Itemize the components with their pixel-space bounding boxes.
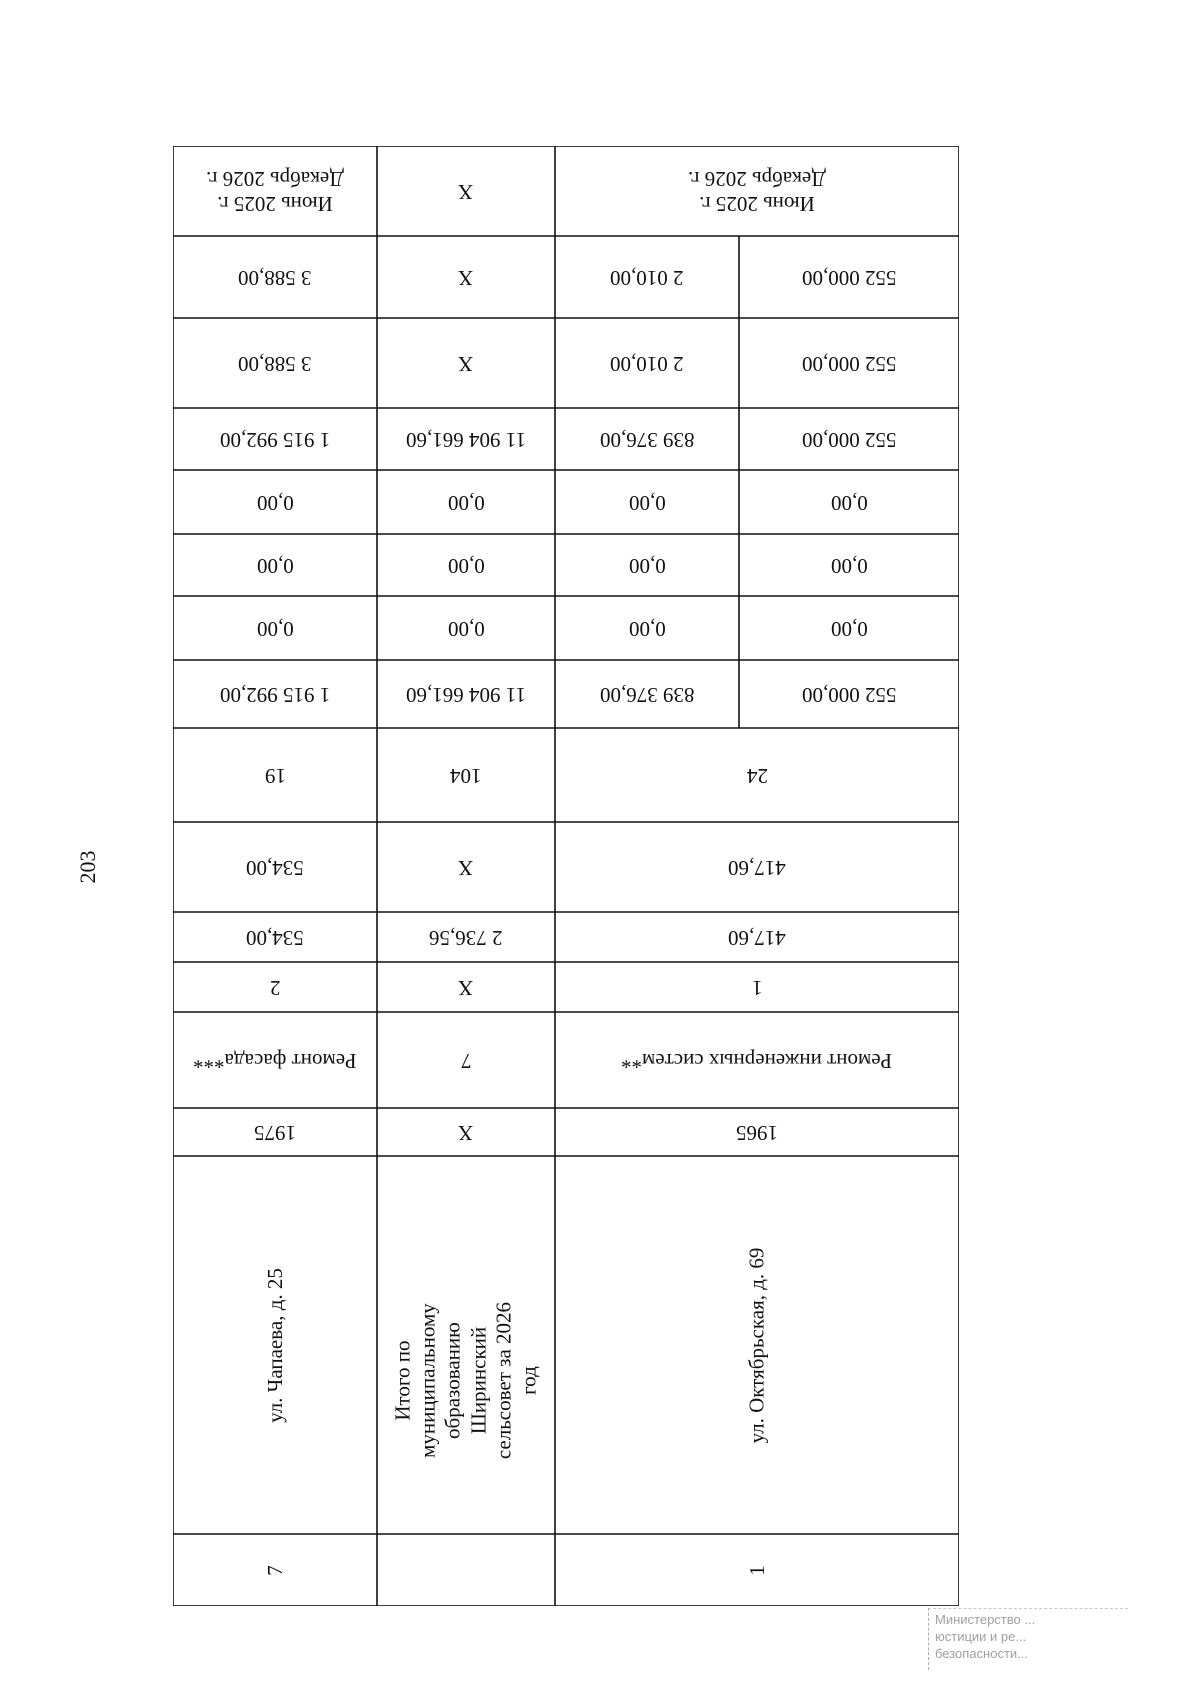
cell-f2-r3a: 0,00 bbox=[628, 553, 666, 578]
cell-unit2-r2: X bbox=[458, 351, 474, 376]
cell-c9-r3: 24 bbox=[746, 763, 768, 788]
cell-period-r2: X bbox=[458, 179, 474, 204]
cell-f3-r3a: 0,00 bbox=[628, 490, 666, 515]
cell-c7-r3: 417,60 bbox=[728, 925, 786, 950]
cell-total-r3b: 552 000,00 bbox=[801, 682, 897, 707]
cell-address-r2: Итого по муниципальному образованию Ширинский сельсовет за 2026 год bbox=[390, 1302, 541, 1460]
cell-year-r1: 1975 bbox=[254, 1120, 296, 1145]
stamp-line-2: юстиции и ре... bbox=[935, 1629, 1027, 1644]
cell-c5-r3: Ремонт инженерных систем** bbox=[621, 1048, 893, 1073]
cell-year-r3: 1965 bbox=[736, 1120, 778, 1145]
cell-c7-r2: 2 736,56 bbox=[429, 925, 503, 950]
cell-c5-r1: Ремонт фасада*** bbox=[193, 1048, 357, 1073]
stamp-line-1: Министерство ... bbox=[935, 1612, 1036, 1627]
cell-f1-r1: 0,00 bbox=[256, 616, 294, 641]
cell-unit2-r1: 3 588,00 bbox=[238, 351, 312, 376]
cell-unit1-r2: X bbox=[458, 265, 474, 290]
cell-f2-r1: 0,00 bbox=[256, 553, 294, 578]
cell-unit1-r1: 3 588,00 bbox=[238, 265, 312, 290]
cell-unit1-r3b: 552 000,00 bbox=[801, 265, 897, 290]
cell-own-r1: 1 915 992,00 bbox=[219, 427, 331, 452]
cell-c6-r2: X bbox=[458, 975, 474, 1000]
cell-c6-r1: 2 bbox=[269, 975, 281, 1000]
cell-f1-r3a: 0,00 bbox=[628, 616, 666, 641]
stamp-line-3: безопасности... bbox=[935, 1646, 1029, 1661]
cell-c9-r1: 19 bbox=[264, 763, 286, 788]
cell-unit1-r3a: 2 010,00 bbox=[610, 265, 684, 290]
register-table bbox=[173, 146, 959, 1606]
cell-f3-r2: 0,00 bbox=[447, 490, 485, 515]
cell-f2-r2: 0,00 bbox=[447, 553, 485, 578]
cell-c8-r2: X bbox=[458, 855, 474, 880]
cell-own-r2: 11 904 661,60 bbox=[406, 427, 526, 452]
cell-c6-r3: 1 bbox=[751, 975, 763, 1000]
registration-stamp bbox=[928, 1608, 1128, 1670]
cell-f3-r3b: 0,00 bbox=[830, 490, 868, 515]
cell-total-r3a: 839 376,00 bbox=[599, 682, 695, 707]
cell-c7-r1: 534,00 bbox=[246, 925, 304, 950]
cell-address-r1: ул. Чапаева, д. 25 bbox=[262, 1267, 287, 1423]
cell-c9-r2: 104 bbox=[450, 763, 482, 788]
cell-index-r1: 7 bbox=[262, 1564, 287, 1576]
cell-c8-r3: 417,60 bbox=[728, 855, 786, 880]
cell-own-r3a: 839 376,00 bbox=[599, 427, 695, 452]
cell-c5-r2: 7 bbox=[460, 1048, 472, 1073]
cell-f3-r1: 0,00 bbox=[256, 490, 294, 515]
cell-total-r1: 1 915 992,00 bbox=[219, 682, 331, 707]
cell-own-r3b: 552 000,00 bbox=[801, 427, 897, 452]
cell-year-r2: X bbox=[458, 1120, 474, 1145]
cell-address-r3: ул. Октябрьская, д. 69 bbox=[744, 1247, 769, 1443]
cell-total-r2: 11 904 661,60 bbox=[406, 682, 526, 707]
cell-unit2-r3a: 2 010,00 bbox=[610, 351, 684, 376]
page-number: 203 bbox=[75, 850, 100, 884]
cell-period-r1: Июнь 2025 г. Декабрь 2026 г. bbox=[206, 167, 344, 216]
cell-c8-r1: 534,00 bbox=[246, 855, 304, 880]
cell-f1-r2: 0,00 bbox=[447, 616, 485, 641]
cell-index-r3: 1 bbox=[744, 1564, 769, 1576]
cell-period-r3: Июнь 2025 г. Декабрь 2026 г. bbox=[688, 167, 826, 216]
cell-unit2-r3b: 552 000,00 bbox=[801, 351, 897, 376]
cell-f1-r3b: 0,00 bbox=[830, 616, 868, 641]
cell-f2-r3b: 0,00 bbox=[830, 553, 868, 578]
